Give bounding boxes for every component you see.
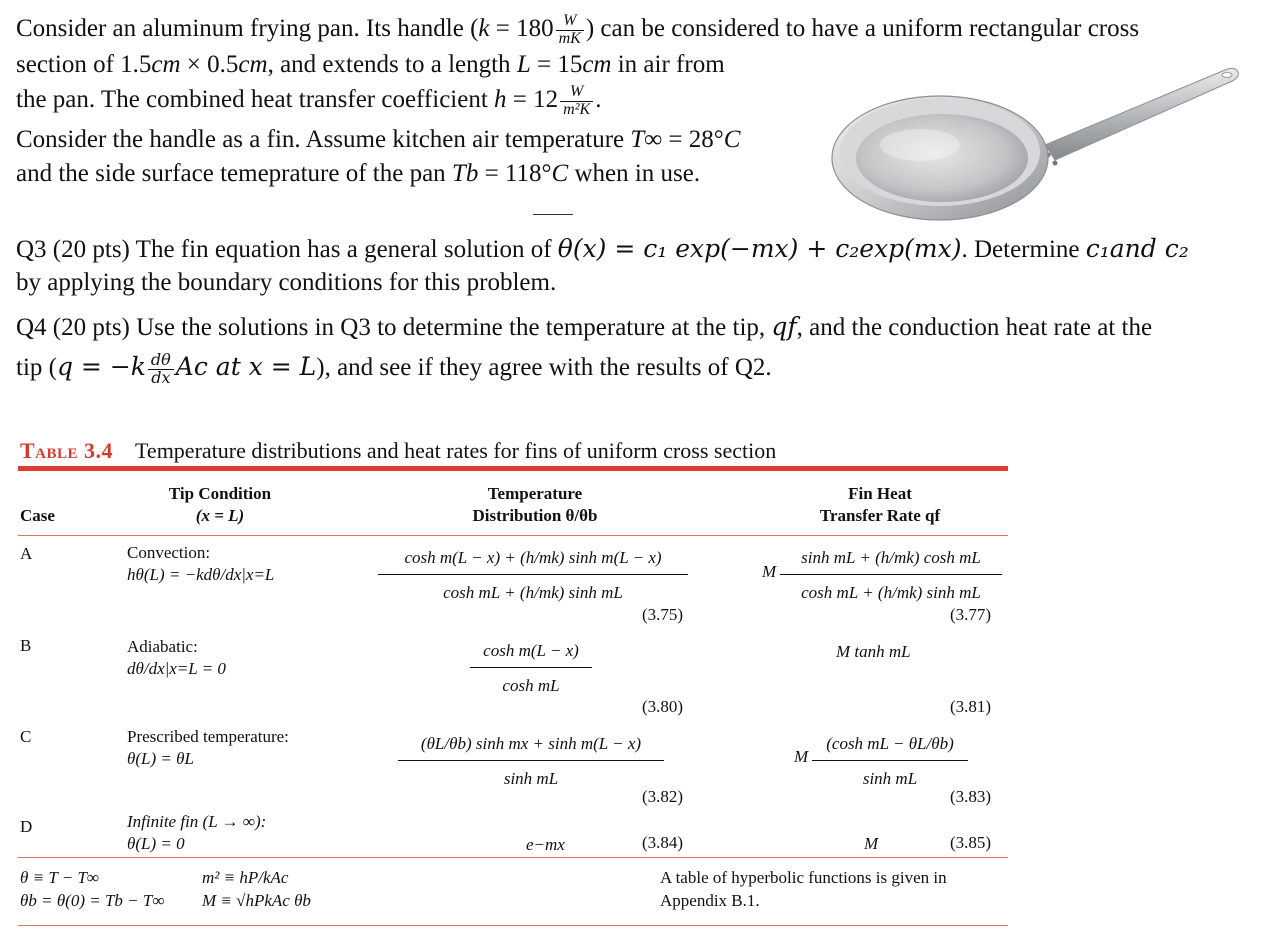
- text: (3.80): [642, 697, 684, 716]
- text: Q3 (20 pts) The fin equation has a general solution of: [16, 236, 558, 263]
- qf-symbol: qf: [771, 312, 797, 341]
- text: tip (: [16, 354, 57, 382]
- denominator: sinh mL: [503, 769, 559, 788]
- row-b-case: [20, 635, 31, 657]
- numerator: sinh mL + (h/mk) cosh mL: [780, 549, 1002, 575]
- text: Case: [20, 506, 55, 525]
- text: A: [20, 544, 33, 563]
- row-d-temp-eqno: [642, 833, 683, 853]
- denominator: cosh mL: [502, 676, 560, 695]
- frac-num: W: [556, 13, 584, 31]
- text: Prescribed temperature:: [127, 727, 289, 746]
- frac-den: m²K: [563, 100, 591, 118]
- row-c-fin-eqno: [950, 787, 991, 807]
- text: m² ≡ hP/kAc: [202, 868, 289, 887]
- numerator: (cosh mL − θL/θb): [812, 735, 968, 761]
- text: Tip Condition: [168, 484, 272, 503]
- q4-line-2: [16, 352, 772, 387]
- text: Adiabatic:: [127, 637, 198, 656]
- text: section of 1.5: [16, 51, 152, 78]
- row-b-temp-eqno: [642, 697, 683, 717]
- h-unit-fraction: [560, 84, 593, 119]
- row-a-fin-prefix: [762, 561, 776, 583]
- row-b-temp: [470, 642, 592, 694]
- frac-num: W: [560, 84, 593, 102]
- table-label: Table 3.4: [20, 438, 114, 463]
- text: (3.75): [642, 605, 684, 624]
- divider: [533, 214, 573, 215]
- text: = 118°: [478, 160, 552, 187]
- text: .: [595, 86, 602, 114]
- row-a-fin: [780, 549, 1002, 601]
- text: the pan. The combined heat transfer coefficient: [16, 86, 495, 114]
- unit: cm: [151, 51, 181, 78]
- text: B: [20, 636, 32, 655]
- problem-line-4: [16, 127, 740, 152]
- text: (3.81): [950, 697, 992, 716]
- text: D: [20, 817, 33, 836]
- unit: C: [551, 160, 569, 187]
- problem-line-2: [16, 52, 725, 77]
- frac-num: dθ: [148, 352, 174, 370]
- text: = 15: [530, 51, 583, 78]
- text: (3.85): [950, 833, 992, 852]
- problem-line-5: [16, 161, 700, 186]
- row-c-case: [20, 726, 31, 748]
- numerator: (θL/θb) sinh mx + sinh m(L − x): [398, 735, 664, 761]
- text: × 0.5: [180, 51, 239, 78]
- row-c-temp: [398, 735, 664, 787]
- text: by applying the boundary conditions for this problem.: [16, 269, 557, 296]
- text: Transfer Rate qf: [819, 506, 941, 526]
- unit: cm: [238, 51, 268, 78]
- text: (3.83): [950, 787, 992, 806]
- text: hθ(L) = −kdθ/dx|x=L: [127, 565, 275, 585]
- frac-den: dx: [151, 367, 171, 387]
- row-c-fin: [812, 735, 968, 787]
- text: A table of hyperbolic functions is given in: [660, 868, 947, 887]
- header-temp: [440, 483, 630, 527]
- text: = 180: [489, 15, 554, 43]
- header-rule: [18, 535, 1008, 536]
- q4-line-1: [16, 314, 1152, 340]
- row-d-fin-eqno: [950, 833, 991, 853]
- table-top-rule: [18, 466, 1008, 471]
- q3-line-2: [16, 270, 556, 295]
- text: Convection:: [127, 543, 211, 562]
- text: (x = L): [195, 506, 245, 526]
- unit: cm: [582, 51, 612, 78]
- text: θ(L) = 0: [127, 834, 185, 854]
- text: , and the conduction heat rate at the: [796, 314, 1153, 341]
- text: Q4 (20 pts) Use the solutions in Q3 to determine the temperature at the tip,: [16, 314, 772, 341]
- text: M tanh mL: [836, 642, 911, 661]
- text: dθ/dx|x=L = 0: [127, 659, 226, 679]
- text: (3.82): [642, 787, 684, 806]
- header-tip: [140, 483, 300, 527]
- k-unit-fraction: [556, 13, 584, 48]
- text: . Determine: [961, 236, 1086, 263]
- row-d-temp: [526, 834, 565, 856]
- row-a-temp: [378, 549, 688, 601]
- text: when in use.: [568, 160, 701, 187]
- problem-line-1: [16, 13, 1139, 48]
- text: Temperature: [487, 484, 583, 503]
- table-bottom-rule: [18, 925, 1008, 926]
- numerator: cosh m(L − x): [470, 642, 592, 668]
- frying-pan-image: [830, 60, 1250, 225]
- equation: Ac: [175, 352, 208, 382]
- unit: C: [723, 126, 741, 153]
- L-symbol: L: [516, 51, 531, 78]
- text: θ ≡ T − T∞: [20, 868, 100, 887]
- text: C: [20, 727, 32, 746]
- text: and the side surface temeprature of the pan: [16, 160, 452, 187]
- row-a-case: [20, 543, 32, 565]
- text: Consider an aluminum frying pan. Its handle (: [16, 15, 479, 43]
- text: θ(L) = θL: [127, 749, 194, 769]
- text: Appendix B.1.: [660, 890, 760, 910]
- row-a-temp-eqno: [642, 605, 683, 625]
- text: M: [762, 562, 777, 581]
- footer-note: [660, 867, 947, 913]
- q3-line-1: [16, 236, 1189, 262]
- row-b-fin: [836, 641, 911, 663]
- text: Fin Heat: [848, 484, 912, 503]
- row-d-case: [20, 816, 32, 838]
- footer-defs-mid: [202, 867, 311, 913]
- row-a-condition: [127, 542, 274, 586]
- header-case: [20, 505, 55, 527]
- t-b-symbol: Tb: [451, 160, 479, 187]
- denominator: cosh mL + (h/mk) sinh mL: [443, 583, 623, 602]
- text: Consider the handle as a fin. Assume kitchen air temperature: [16, 126, 631, 153]
- dtheta-dx-fraction: [148, 352, 174, 387]
- text: M ≡ √hPkAc θb: [202, 890, 311, 910]
- t-inf-symbol: T∞: [630, 126, 663, 153]
- equation: q = −k: [56, 352, 146, 382]
- row-c-condition: [127, 726, 289, 770]
- text: (3.84): [642, 833, 684, 852]
- text: M: [794, 747, 809, 766]
- text: θb = θ(0) = Tb − T∞: [20, 890, 165, 910]
- text: = 12: [506, 86, 559, 114]
- table-caption: Temperature distributions and heat rates for fins of uniform cross section: [135, 438, 777, 463]
- problem-line-3: [16, 84, 601, 119]
- row-a-fin-eqno: [950, 605, 991, 625]
- k-symbol: k: [478, 15, 490, 43]
- text: e−mx: [526, 835, 565, 854]
- row-b-fin-eqno: [950, 697, 991, 717]
- header-fin: [790, 483, 970, 527]
- footer-defs-left: [20, 867, 164, 913]
- text: ), and see if they agree with the results of Q2.: [316, 354, 772, 382]
- h-symbol: h: [494, 86, 507, 114]
- row-d-fin: [864, 833, 878, 855]
- text: ) can be considered to have a uniform rectangular cross: [585, 15, 1140, 43]
- row-d-rule: [18, 857, 1008, 858]
- frac-den: mK: [558, 29, 581, 47]
- text: = 28°: [662, 126, 724, 153]
- numerator: cosh m(L − x) + (h/mk) sinh m(L − x): [378, 549, 688, 575]
- text: Infinite fin (L → ∞):: [127, 812, 267, 831]
- text: M: [864, 834, 879, 853]
- text: , and extends to a length: [267, 51, 517, 78]
- row-b-condition: [127, 636, 226, 680]
- denominator: cosh mL + (h/mk) sinh mL: [801, 583, 981, 602]
- row-c-fin-prefix: [794, 746, 808, 768]
- row-d-condition: [127, 811, 266, 855]
- table-title: [20, 438, 776, 464]
- equation: c₁and c₂: [1085, 234, 1189, 263]
- equation: θ(x) = c₁ exp(−mx) + c₂exp(mx): [557, 234, 962, 263]
- denominator: sinh mL: [862, 769, 918, 788]
- text: Distribution θ/θb: [472, 506, 598, 526]
- equation: at x = L: [207, 352, 317, 382]
- text: in air from: [611, 51, 725, 78]
- row-c-temp-eqno: [642, 787, 683, 807]
- text: (3.77): [950, 605, 992, 624]
